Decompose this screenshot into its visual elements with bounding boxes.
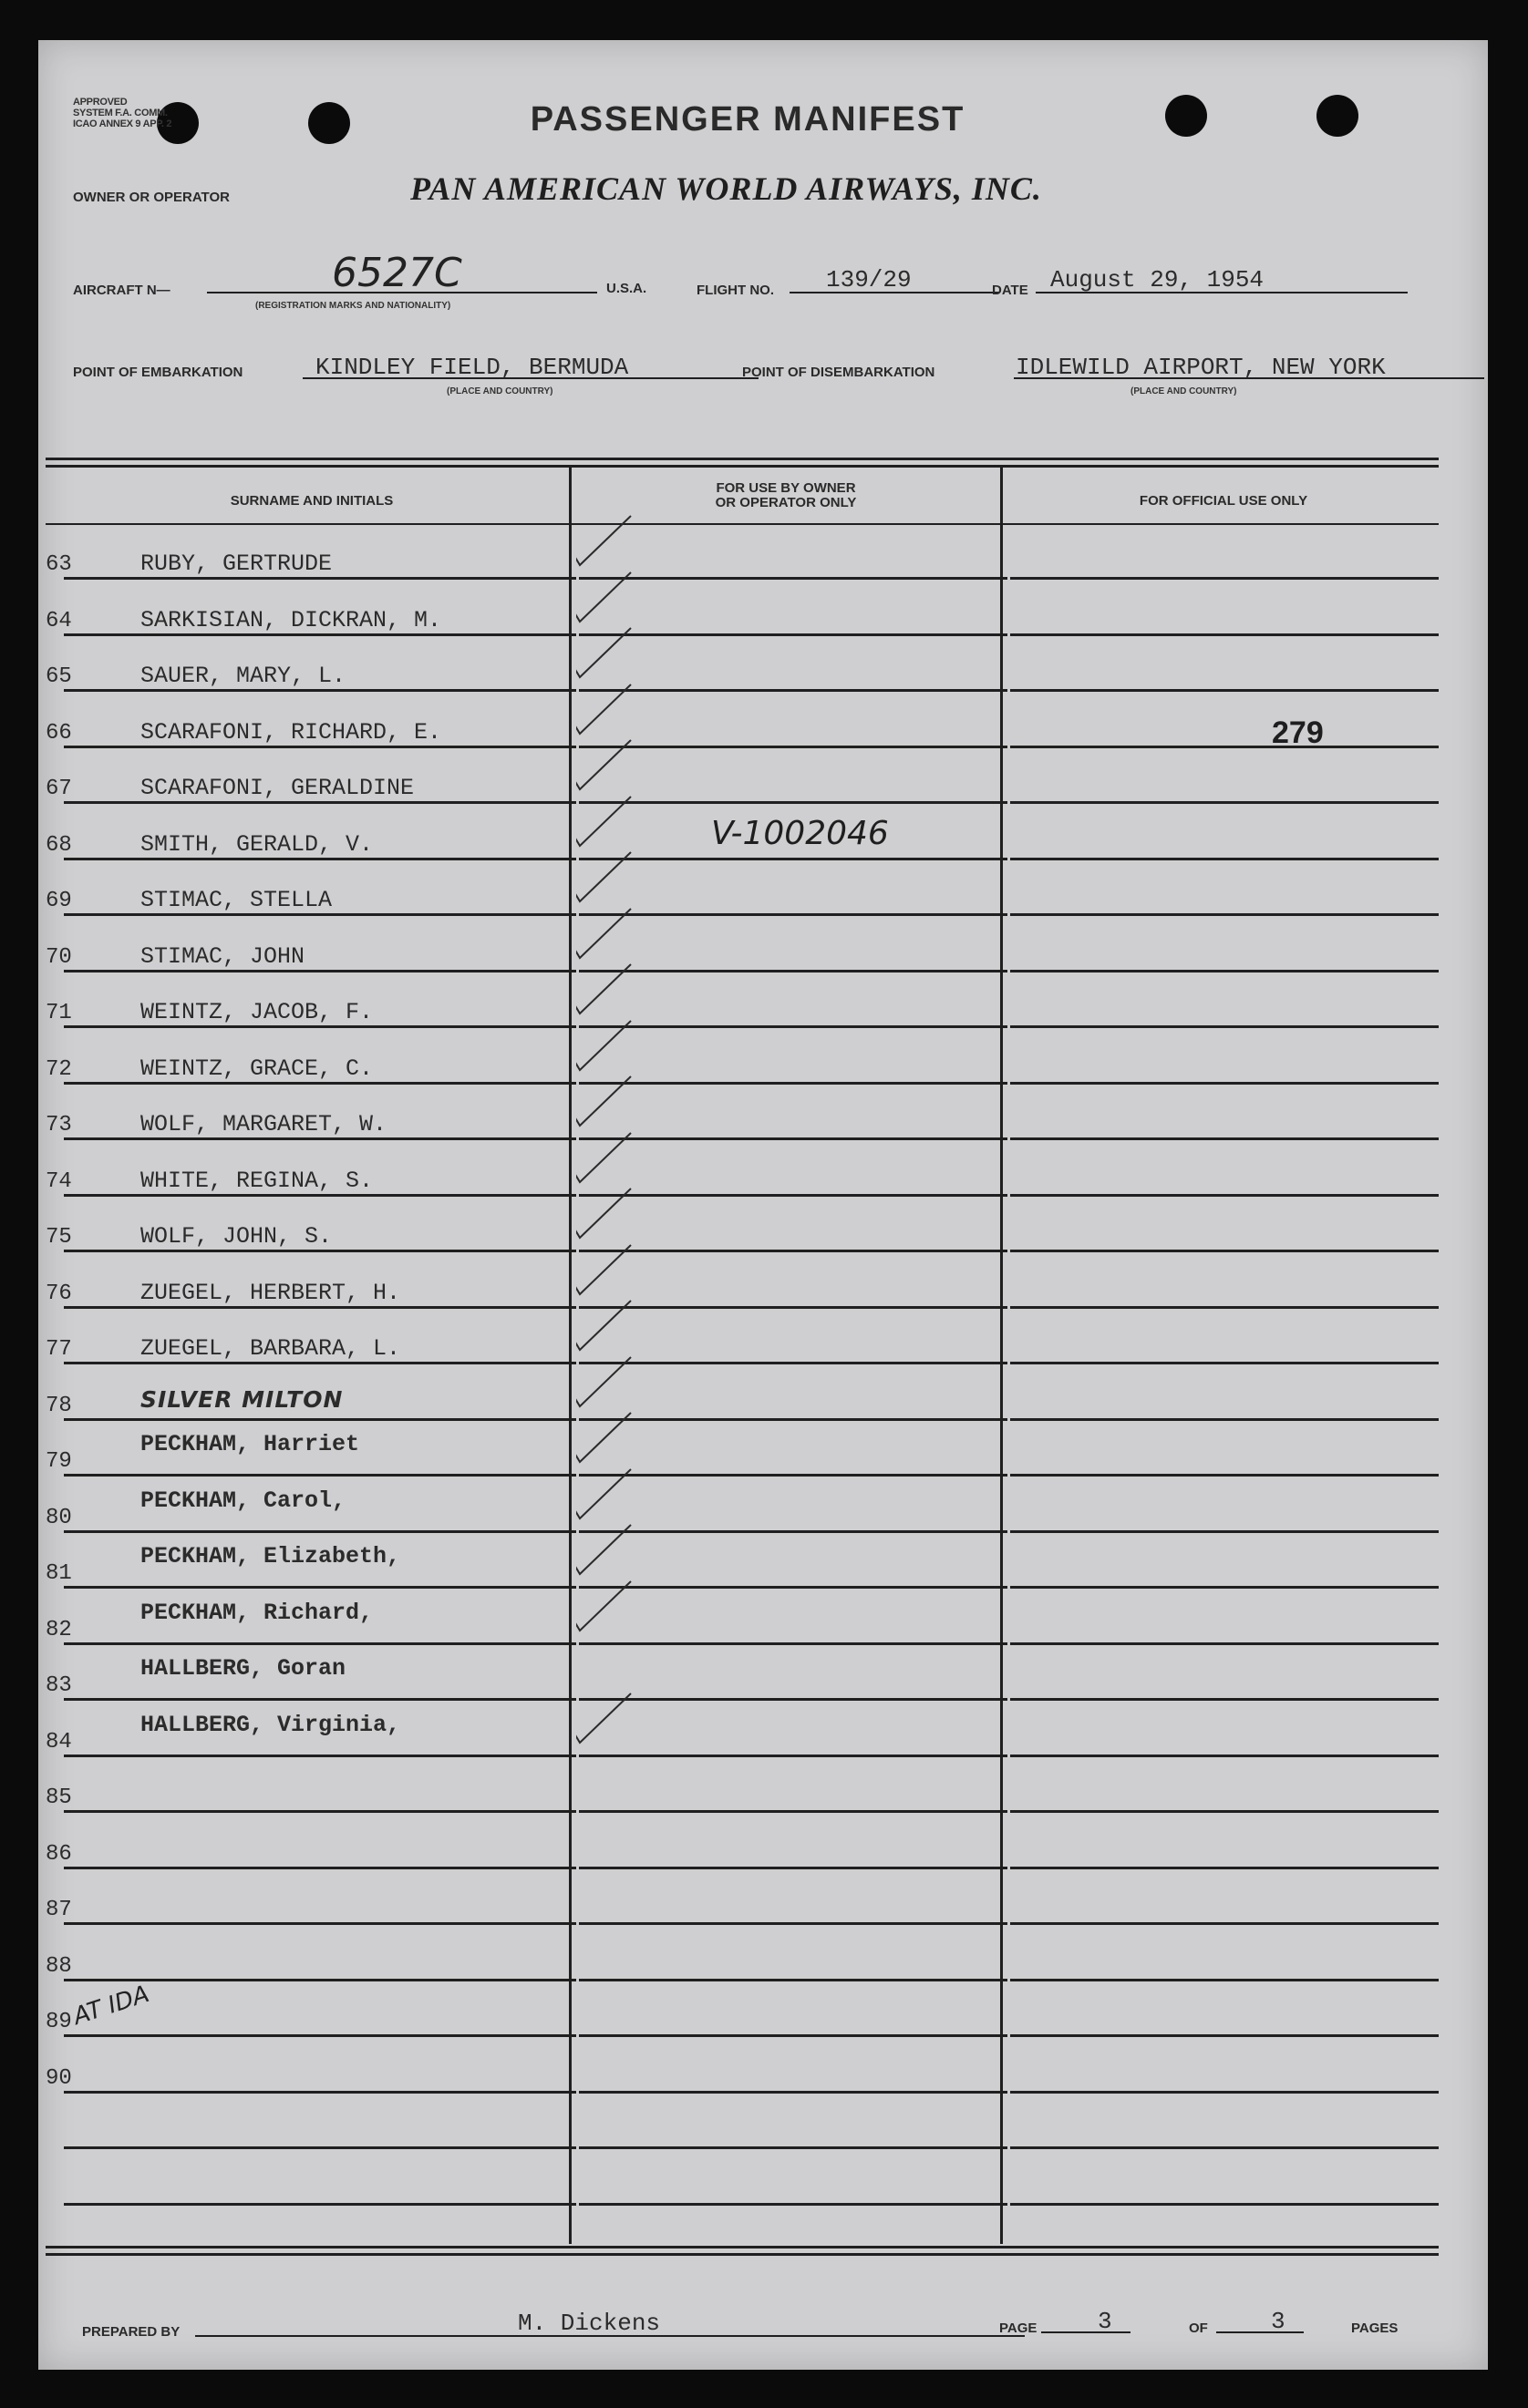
row-rule [1010, 2203, 1439, 2206]
row-number: 80 [46, 1505, 72, 1530]
passenger-name: PECKHAM, Harriet [140, 1431, 360, 1457]
row-rule [1010, 1867, 1439, 1869]
row-rule [579, 2203, 1007, 2206]
row-rule [1010, 1306, 1439, 1309]
row-rule [1010, 1025, 1439, 1028]
passenger-name: SCARAFONI, RICHARD, E. [140, 718, 442, 746]
row-rule [1010, 633, 1439, 636]
passenger-name: SARKISIAN, DICKRAN, M. [140, 606, 442, 633]
row-number: 76 [46, 1281, 72, 1306]
row-rule [1010, 913, 1439, 916]
row-rule [579, 1810, 1007, 1813]
page-title: PASSENGER MANIFEST [530, 100, 965, 139]
table-row [46, 2094, 1440, 2151]
passenger-name: SILVER MILTON [140, 1385, 344, 1413]
table-row [46, 2151, 1440, 2207]
embarkation-label: POINT OF EMBARKATION [73, 365, 243, 380]
table-top-rule [46, 458, 1439, 460]
passenger-name: WOLF, MARGARET, W. [140, 1111, 387, 1137]
row-rule [579, 1979, 1007, 1981]
row-number: 72 [46, 1056, 72, 1082]
row-rule [64, 1306, 576, 1309]
owner-label: OWNER OR OPERATOR [73, 190, 230, 205]
punch-hole [308, 102, 350, 144]
table-row [46, 1590, 1440, 1647]
row-rule [64, 2203, 576, 2206]
row-number: 66 [46, 720, 72, 746]
row-rule [1010, 1362, 1439, 1364]
manifest-paper [38, 40, 1488, 2370]
row-number: 83 [46, 1673, 72, 1698]
row-number: 65 [46, 664, 72, 689]
table-row [46, 694, 1440, 750]
row-rule [64, 1362, 576, 1364]
table-row [46, 861, 1440, 918]
table-row [46, 973, 1440, 1030]
row-rule [64, 746, 576, 748]
row-number: 85 [46, 1785, 72, 1810]
table-row [46, 1142, 1440, 1199]
row-number: 82 [46, 1617, 72, 1642]
passenger-name: ZUEGEL, HERBERT, H. [140, 1279, 401, 1306]
row-rule [64, 1474, 576, 1477]
row-rule [1010, 1250, 1439, 1252]
table-row [46, 1815, 1440, 1871]
row-rule [1010, 1530, 1439, 1533]
row-number: 81 [46, 1561, 72, 1586]
row-rule [64, 1418, 576, 1421]
of-label: OF [1189, 2321, 1208, 2336]
table-row [46, 1927, 1440, 1983]
row-rule [1010, 1194, 1439, 1197]
punch-hole [1165, 95, 1207, 137]
table-row [46, 637, 1440, 694]
approval-stamp: APPROVED SYSTEM F.A. COMM. ICAO ANNEX 9 APP. 2 [73, 97, 172, 129]
margin-annotation: AT IDA [69, 1981, 153, 2031]
prepared-by-value: M. Dickens [518, 2310, 661, 2337]
row-rule [64, 1698, 576, 1701]
passenger-name: WEINTZ, GRACE, C. [140, 1055, 374, 1082]
row-rule [64, 913, 576, 916]
passenger-name: RUBY, GERTRUDE [140, 551, 333, 577]
row-rule [1010, 746, 1439, 748]
page-label: PAGE [999, 2321, 1038, 2336]
row-rule [1010, 1810, 1439, 1813]
official-use-entry: 279 [1272, 715, 1324, 750]
row-number: 64 [46, 608, 72, 633]
row-number: 71 [46, 1001, 72, 1025]
row-rule [64, 1642, 576, 1645]
punch-hole [1316, 95, 1358, 137]
row-number: 70 [46, 944, 72, 970]
passenger-name: SAUER, MARY, L. [140, 663, 346, 689]
table-row [46, 2039, 1440, 2095]
table-row [46, 1646, 1440, 1703]
passenger-name: HALLBERG, Virginia, [140, 1711, 401, 1738]
row-rule [1010, 1474, 1439, 1477]
row-number: 75 [46, 1225, 72, 1250]
row-rule [64, 1922, 576, 1925]
row-rule [64, 2034, 576, 2037]
row-number: 67 [46, 777, 72, 801]
row-number: 77 [46, 1337, 72, 1362]
table-row [46, 1703, 1440, 1759]
table-row [46, 749, 1440, 806]
row-number: 89 [46, 2010, 72, 2034]
table-row [46, 918, 1440, 974]
prepared-by-label: PREPARED BY [82, 2324, 181, 2340]
passenger-name: SMITH, GERALD, V. [140, 830, 374, 858]
total-pages: 3 [1271, 2308, 1285, 2335]
row-rule [1010, 1698, 1439, 1701]
official-use-column-header: FOR OFFICIAL USE ONLY [1139, 493, 1308, 509]
table-row [46, 1422, 1440, 1478]
row-rule [64, 1025, 576, 1028]
passenger-name: PECKHAM, Richard, [140, 1599, 374, 1626]
row-rule [64, 2091, 576, 2094]
passenger-name: WHITE, REGINA, S. [140, 1167, 374, 1194]
passenger-name: HALLBERG, Goran [140, 1655, 346, 1682]
row-number: 69 [46, 889, 72, 913]
row-rule [579, 1922, 1007, 1925]
row-rule [1010, 2034, 1439, 2037]
table-row [46, 1870, 1440, 1927]
embarkation-value: KINDLEY FIELD, BERMUDA [315, 354, 629, 381]
flight-number: 139/29 [826, 266, 912, 293]
table-row [46, 1478, 1440, 1535]
table-row [46, 581, 1440, 638]
row-rule [64, 577, 576, 580]
row-rule [64, 633, 576, 636]
passenger-name: PECKHAM, Elizabeth, [140, 1543, 401, 1569]
row-number: 79 [46, 1449, 72, 1474]
check-mark-icon [576, 1578, 667, 1651]
disembarkation-value: IDLEWILD AIRPORT, NEW YORK [1016, 354, 1386, 381]
row-rule [64, 858, 576, 860]
passenger-name: ZUEGEL, BARBARA, L. [140, 1335, 401, 1362]
table-row [46, 1310, 1440, 1366]
table-row [46, 1366, 1440, 1423]
passenger-name: STIMAC, STELLA [140, 887, 333, 913]
row-number: 73 [46, 1113, 72, 1137]
passenger-name: WOLF, JOHN, S. [140, 1223, 333, 1250]
flight-date: August 29, 1954 [1050, 266, 1265, 293]
row-rule [1010, 801, 1439, 804]
row-rule [64, 2146, 576, 2149]
row-rule [1010, 858, 1439, 860]
embarkation-sub-label: (PLACE AND COUNTRY) [447, 386, 553, 396]
row-rule [579, 2034, 1007, 2037]
row-rule [64, 689, 576, 692]
check-mark-icon [576, 1690, 667, 1763]
row-rule [64, 1810, 576, 1813]
table-row [46, 1198, 1440, 1254]
surname-column-header: SURNAME AND INITIALS [230, 493, 394, 509]
passenger-name: PECKHAM, Carol, [140, 1487, 346, 1514]
table-row [46, 1982, 1440, 2039]
table-row [46, 1086, 1440, 1142]
pages-label: PAGES [1351, 2321, 1399, 2336]
passenger-name: WEINTZ, JACOB, F. [140, 999, 374, 1025]
flight-label: FLIGHT NO. [697, 283, 774, 298]
row-number: 84 [46, 1729, 72, 1755]
row-rule [64, 801, 576, 804]
row-rule [64, 1867, 576, 1869]
row-rule [1010, 2091, 1439, 2094]
row-rule [64, 1082, 576, 1085]
row-rule [1010, 1586, 1439, 1589]
row-rule [64, 1755, 576, 1757]
row-rule [1010, 1755, 1439, 1757]
table-row [46, 1534, 1440, 1590]
row-rule [1010, 1082, 1439, 1085]
row-rule [1010, 1137, 1439, 1140]
row-rule [1010, 689, 1439, 692]
aircraft-sub-label: (REGISTRATION MARKS AND NATIONALITY) [255, 301, 451, 311]
usa-label: U.S.A. [606, 281, 647, 296]
table-top-rule-2 [46, 465, 1439, 468]
owner-value: PAN AMERICAN WORLD AIRWAYS, INC. [410, 170, 1042, 207]
table-row [46, 525, 1440, 581]
footer-rule [46, 2246, 1439, 2248]
page-number: 3 [1098, 2308, 1112, 2335]
owner-use-column-header: FOR USE BY OWNER OR OPERATOR ONLY [715, 480, 857, 510]
row-rule [1010, 1642, 1439, 1645]
date-label: DATE [992, 283, 1028, 298]
row-rule [579, 2091, 1007, 2094]
row-rule [1010, 1418, 1439, 1421]
footer-rule-2 [46, 2253, 1439, 2256]
row-rule [1010, 2146, 1439, 2149]
row-rule [579, 1867, 1007, 1869]
table-row [46, 1758, 1440, 1815]
row-number: 63 [46, 552, 72, 577]
row-number: 90 [46, 2065, 72, 2091]
row-rule [1010, 1979, 1439, 1981]
row-number: 86 [46, 1841, 72, 1867]
row-number: 78 [46, 1393, 72, 1418]
row-rule [64, 1194, 576, 1197]
row-rule [579, 2146, 1007, 2149]
aircraft-label: AIRCRAFT N— [73, 283, 170, 298]
row-number: 88 [46, 1953, 72, 1979]
row-number: 74 [46, 1168, 72, 1194]
row-rule [64, 970, 576, 972]
row-rule [1010, 577, 1439, 580]
aircraft-number: 6527C [332, 250, 462, 296]
row-number: 68 [46, 832, 72, 858]
row-rule [64, 1586, 576, 1589]
table-row [46, 1030, 1440, 1086]
table-row [46, 806, 1440, 862]
row-number: 87 [46, 1898, 72, 1922]
table-row [46, 1254, 1440, 1311]
passenger-name: STIMAC, JOHN [140, 942, 305, 970]
row-rule [64, 1250, 576, 1252]
row-rule [1010, 970, 1439, 972]
disembarkation-sub-label: (PLACE AND COUNTRY) [1131, 386, 1237, 396]
passenger-name: SCARAFONI, GERALDINE [140, 775, 415, 801]
row-rule [1010, 1922, 1439, 1925]
row-rule [64, 1530, 576, 1533]
disembarkation-label: POINT OF DISEMBARKATION [742, 365, 935, 380]
owner-use-entry: V-1002046 [711, 814, 889, 852]
row-rule [64, 1137, 576, 1140]
